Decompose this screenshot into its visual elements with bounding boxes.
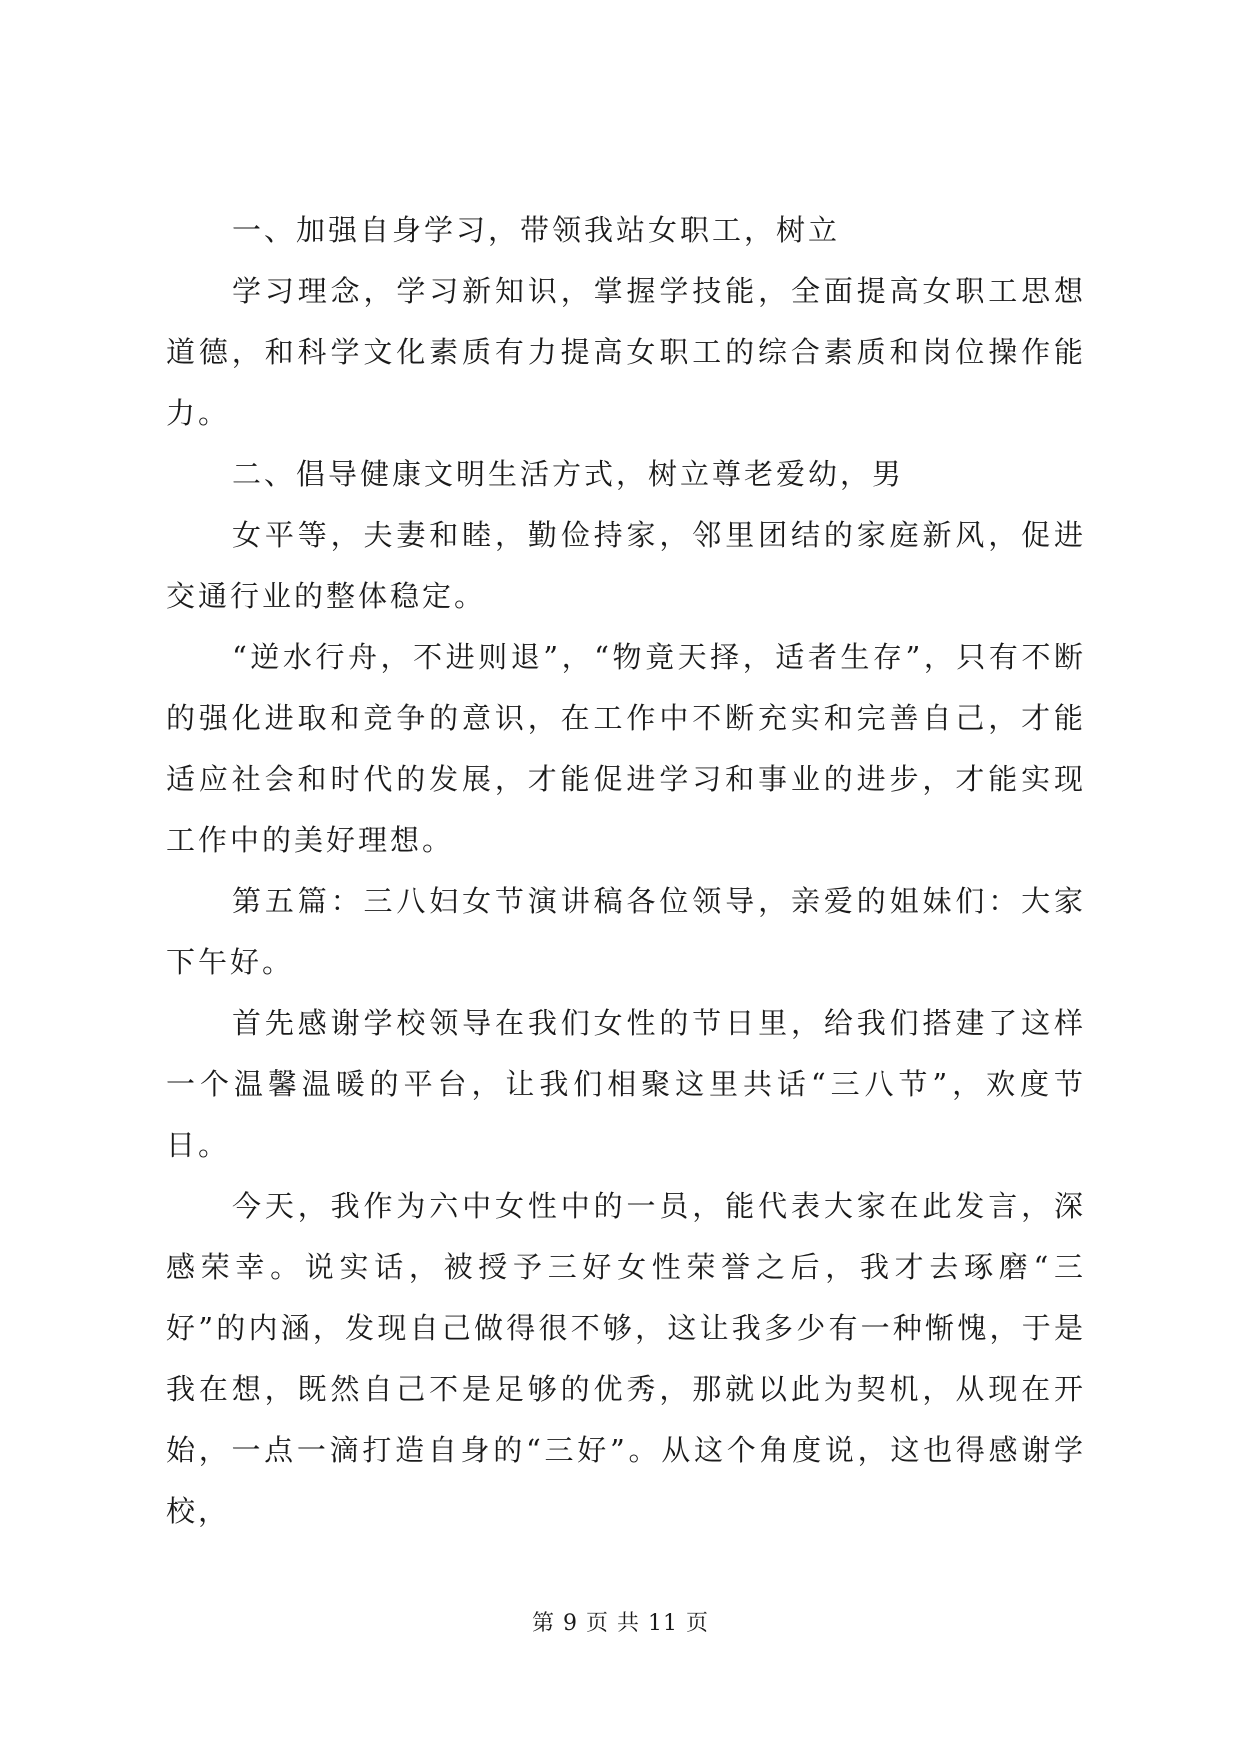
page-number-footer: 第 9 页 共 11 页 [532, 1611, 709, 1636]
document-body [166, 200, 1086, 1542]
paragraph-3: 二、倡导健康文明生活方式，树立尊老爱幼，男 [232, 457, 905, 491]
paragraph-8: 今天，我作为六中女性中的一员，能代表大家在此发言，深感荣幸。说实话，被授予三好女性荣誉之后，我才去琢磨“三好”的内涵，发现自己做得很不够，这让我多少有一种惭愧，于是我在想，既然自己不是足够的优秀，那就以此为契机，从现在开始，一点一滴打造自身的“三好”。从这个角度说，这也得感谢学校， [166, 1189, 1086, 1528]
paragraph-6: 第五篇：三八妇女节演讲稿各位领导，亲爱的姐妹们：大家下午好。 [166, 884, 1086, 979]
paragraph-4: 女平等，夫妻和睦，勤俭持家，邻里团结的家庭新风，促进交通行业的整体稳定。 [166, 518, 1086, 613]
paragraph-7: 首先感谢学校领导在我们女性的节日里，给我们搭建了这样一个温馨温暖的平台，让我们相聚这里共话“三八节”，欢度节日。 [166, 1006, 1086, 1162]
paragraph-1: 一、加强自身学习，带领我站女职工，树立 [232, 213, 841, 247]
paragraph-2: 学习理念，学习新知识，掌握学技能，全面提高女职工思想道德，和科学文化素质有力提高女职工的综合素质和岗位操作能力。 [166, 274, 1086, 430]
paragraph-5: “逆水行舟，不进则退”，“物竟天择，适者生存”，只有不断的强化进取和竞争的意识，在工作中不断充实和完善自己，才能适应社会和时代的发展，才能促进学习和事业的进步，才能实现工作中的美好理想。 [166, 640, 1086, 857]
